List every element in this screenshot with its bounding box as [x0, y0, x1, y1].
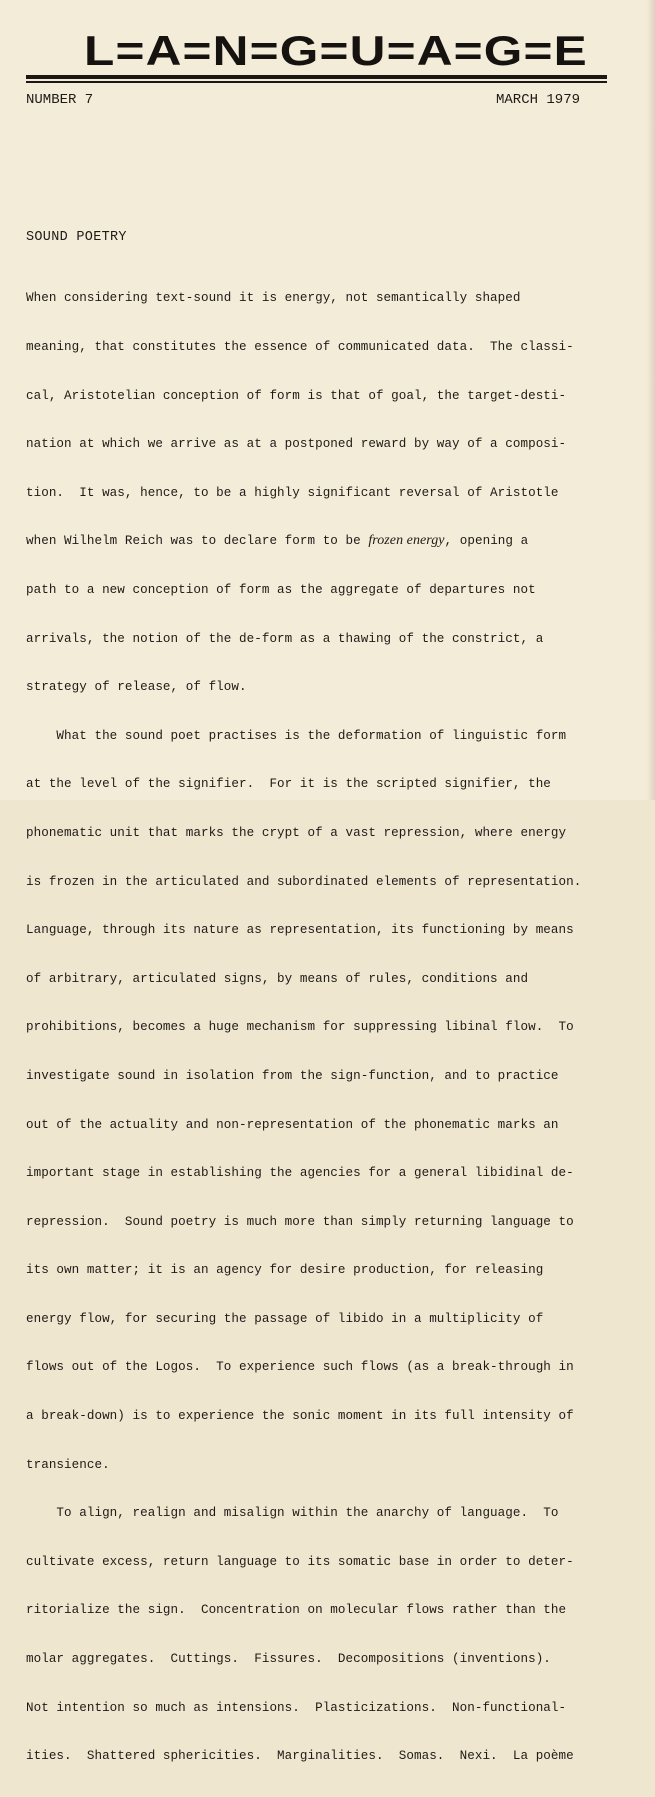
article-title: SOUND POETRY — [26, 230, 127, 245]
body-line-tail: , opening a — [444, 534, 529, 549]
body-line: phonematic unit that marks the crypt of a vast repression, where energy — [26, 825, 567, 840]
body-line: What the sound poet practises is the deformation of linguistic form — [26, 728, 567, 743]
body-line: of arbitrary, articulated signs, by means of rules, conditions and — [26, 971, 529, 986]
body-line: ities. Shattered sphericities. Marginalities. Somas. Nexi. La poème — [26, 1749, 574, 1764]
body-line: energy flow, for securing the passage of libido in a multiplicity of — [26, 1311, 544, 1326]
body-line: arrivals, the notion of the de-form as a thawing of the constrict, a — [26, 631, 544, 646]
body-line: flows out of the Logos. To experience such flows (as a break-through in — [26, 1360, 574, 1375]
body-line: tion. It was, hence, to be a highly significant reversal of Aristotle — [26, 485, 559, 500]
body-line: is frozen in the articulated and subordinated elements of representation. — [26, 874, 582, 889]
body-line: investigate sound in isolation from the sign-function, and to practice — [26, 1068, 559, 1083]
body-line: Language, through its nature as representation, its functioning by means — [26, 923, 574, 938]
body-line: Not intention so much as intensions. Plasticizations. Non-functional- — [26, 1700, 567, 1715]
body-line: important stage in establishing the agencies for a general libidinal de- — [26, 1166, 574, 1181]
body-line: To align, realign and misalign within the anarchy of language. To — [26, 1506, 559, 1521]
body-line: transience. — [26, 1457, 110, 1472]
masthead-rule-thin — [26, 81, 607, 83]
body-line: ritorialize the sign. Concentration on molecular flows rather than the — [26, 1603, 567, 1618]
body-line: prohibitions, becomes a huge mechanism for suppressing libinal flow. To — [26, 1020, 574, 1035]
body-line: repression. Sound poetry is much more than simply returning language to — [26, 1214, 574, 1229]
body-line: nation at which we arrive as at a postponed reward by way of a composi- — [26, 437, 567, 452]
body-line: cal, Aristotelian conception of form is that of goal, the target-desti- — [26, 388, 567, 403]
masthead — [26, 28, 626, 80]
issue-number: NUMBER 7 — [26, 92, 94, 108]
body-line: its own matter; it is an agency for desire production, for releasing — [26, 1263, 544, 1278]
page-edge-shadow — [647, 0, 655, 800]
italic-phrase: frozen energy — [368, 533, 445, 549]
body-line: strategy of release, of flow. — [26, 680, 247, 695]
masthead-title: L=A=N=G=U=A=G=E — [84, 27, 588, 74]
body-line: molar aggregates. Cuttings. Fissures. Decompositions (inventions). — [26, 1652, 551, 1667]
body-line-with-italic — [26, 533, 626, 549]
body-line: out of the actuality and non-representation of the phonematic marks an — [26, 1117, 559, 1132]
masthead-rule-thick — [26, 75, 607, 79]
body-line: meaning, that constitutes the essence of communicated data. The classi- — [26, 340, 574, 354]
body-line: When considering text-sound it is energy, not semantically shaped — [26, 291, 521, 306]
body-line: path to a new conception of form as the aggregate of departures not — [26, 582, 536, 597]
body-line: at the level of the signifier. For it is the scripted signifier, the — [26, 777, 551, 792]
body-line: a break-down) is to experience the sonic moment in its full intensity of — [26, 1409, 574, 1424]
article-body — [26, 258, 626, 1797]
issue-date: MARCH 1979 — [496, 92, 581, 108]
body-line: cultivate excess, return language to its somatic base in order to deter- — [26, 1554, 574, 1569]
body-line-head: when Wilhelm Reich was to declare form to be — [26, 534, 369, 549]
